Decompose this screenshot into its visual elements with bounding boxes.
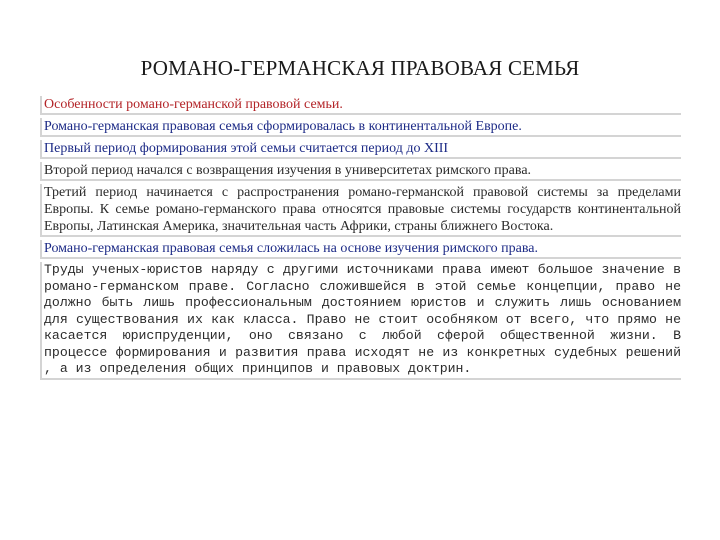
paragraph-first-period: Первый период формирования этой семьи считается период до XIII: [40, 140, 681, 159]
paragraph-third-period: Третий период начинается с распространения романо-германской правовой системы за пределами Европы. К семье романо-германского права относятся правовые системы государств континентальной Европы, Латинская Америка, значительная часть Африки, страны ближнего Востока.: [40, 184, 681, 237]
paragraph-origin: Романо-германская правовая семья сформировалась в континентальной Европе.: [40, 118, 681, 137]
paragraph-features: Особенности романо-германской правовой семьи.: [40, 96, 681, 115]
slide-body: [40, 96, 681, 383]
slide-title: РОМАНО-ГЕРМАНСКАЯ ПРАВОВАЯ СЕМЬЯ: [140, 56, 580, 80]
paragraph-roman-law-basis: Романо-германская правовая семья сложилась на основе изучения римского права.: [40, 240, 681, 259]
paragraph-legal-doctrine: Труды ученых-юристов наряду с другими источниками права имеют большое значение в романо-германском праве. Согласно сложившейся в этой семье концепции, право не должно быть лишь профессиональным достоянием юристов и служить лишь основанием для существования их как класса. Право не стоит особняком от всего, что прямо не касается юриспруденции, оно связано с любой сферой общественной жизни. В процессе формирования и развития права исходят не из конкретных судебных решений , а из определения общих принципов и правовых доктрин.: [40, 262, 681, 380]
paragraph-second-period: Второй период начался с возвращения изучения в университетах римского права.: [40, 162, 681, 181]
